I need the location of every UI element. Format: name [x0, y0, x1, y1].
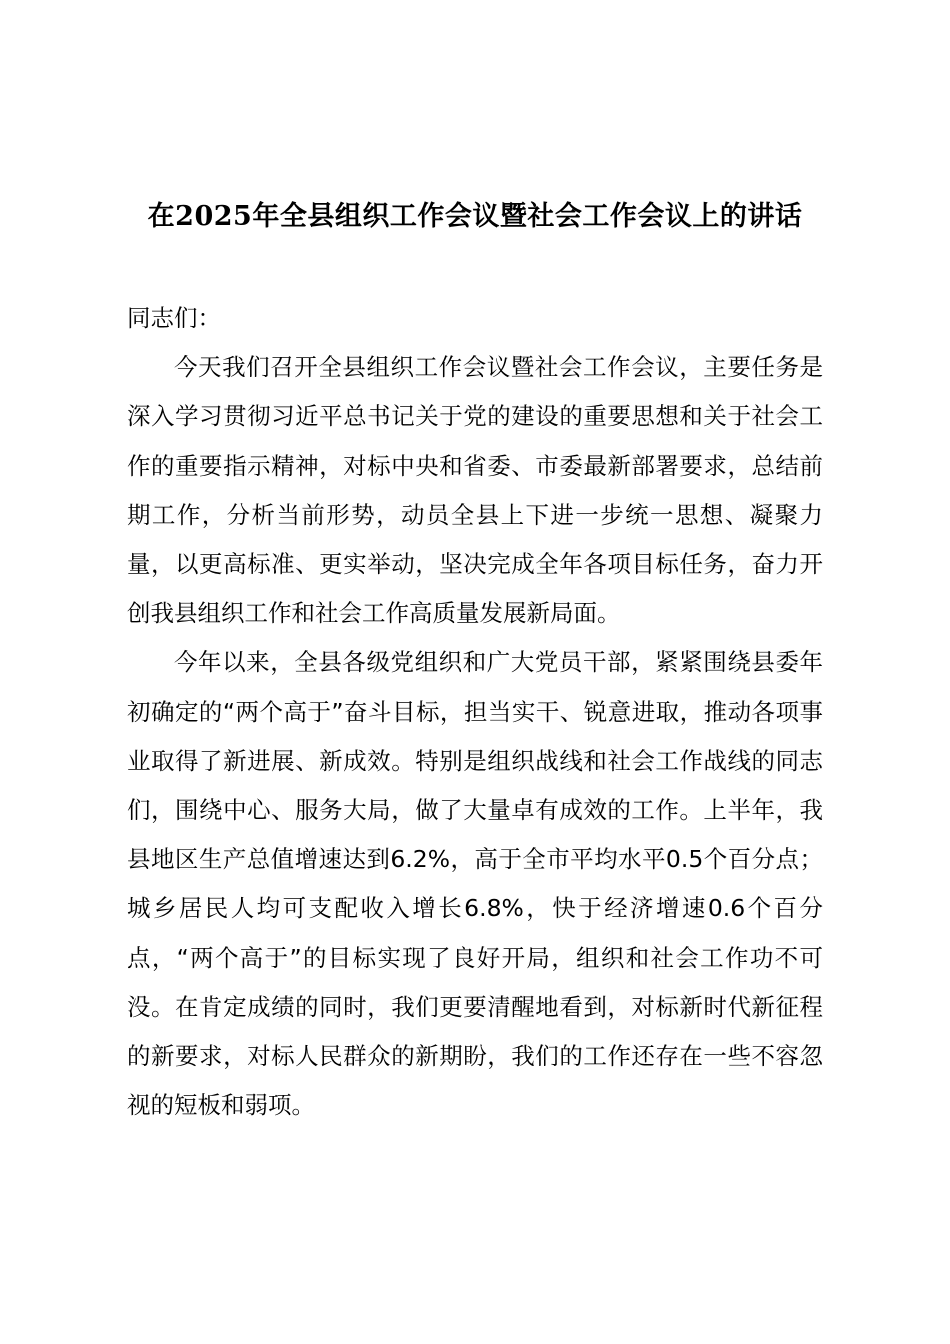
salutation: 同志们： [127, 304, 221, 332]
document-title: 在2025年全县组织工作会议暨社会工作会议上的讲话 [147, 201, 803, 232]
paragraph-opening: 今天我们召开全县组织工作会议暨社会工作会议，主要任务是深入学习贯彻习近平总书记关于党的建设的重要思想和关于社会工作的重要指示精神，对标中央和省委、市委最新部署要求，总结前期工作，分析当前形势，动员全县上下进一步统一思想、凝聚力量，以更高标准、更实举动，坚决完成全年各项目标任务，奋力开创我县组织工作和社会工作高质量发展新局面。 [127, 353, 823, 628]
paragraph-achievements: 今年以来，全县各级党组织和广大党员干部，紧紧围绕县委年初确定的“两个高于”奋斗目标，担当实干、锐意进取，推动各项事业取得了新进展、新成效。特别是组织战线和社会工作战线的同志们，围绕中心、服务大局，做了大量卓有成效的工作。上半年，我县地区生产总值增速达到6.2%，高于全市平均水平0.5个百分点；城乡居民人均可支配收入增长6.8%，快于经济增速0.6个百分点，“两个高于”的目标实现了良好开局，组织和社会工作功不可没。在肯定成绩的同时，我们更要清醒地看到，对标新时代新征程的新要求，对标人民群众的新期盼，我们的工作还存在一些不容忽视的短板和弱项。 [127, 648, 823, 1120]
document-body [127, 294, 823, 1130]
